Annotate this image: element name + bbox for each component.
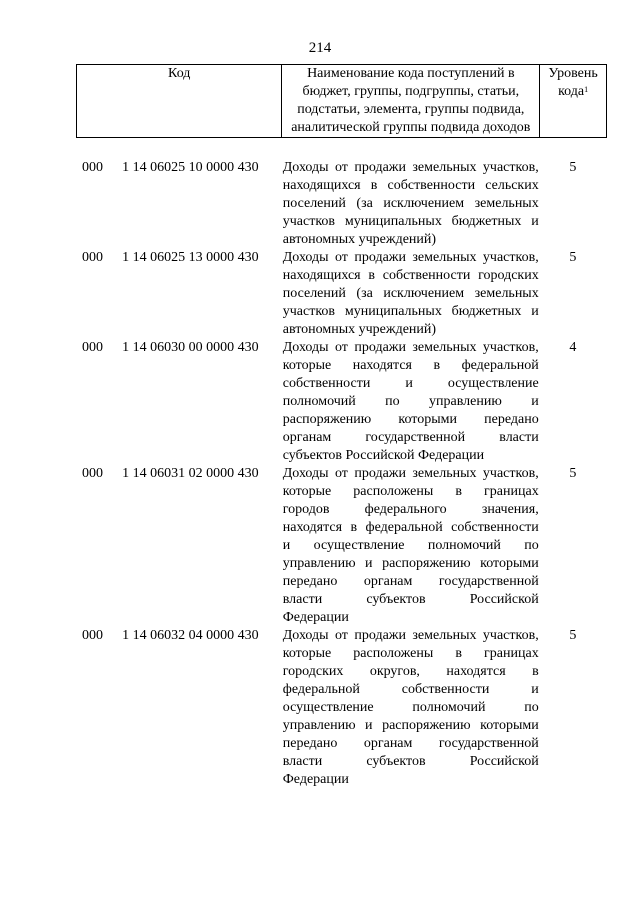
- income-name-line: находящихся в собственности сельских: [282, 178, 539, 193]
- header-name-line: бюджет, группы, подгруппы, статьи,: [302, 84, 520, 99]
- income-name-line: Доходы от продажи земельных участков,: [282, 250, 539, 265]
- income-name-line: власти субъектов Российской: [282, 592, 539, 607]
- footnote-marker: 1: [584, 85, 589, 94]
- income-name-line: которые находятся в федеральной: [282, 358, 539, 373]
- header-level: [540, 65, 607, 138]
- table-row: [82, 627, 607, 789]
- income-name-line: находятся в федеральной собственности: [282, 520, 539, 535]
- income-name-cell: [283, 249, 539, 339]
- income-name-line: собственности и осуществление: [282, 376, 539, 391]
- income-name-line: и осуществление полномочий по: [282, 538, 539, 553]
- header-name-line: аналитической группы подвида доходов: [291, 120, 531, 135]
- income-name-line: которые расположены в границах: [282, 484, 539, 499]
- header-name: [282, 65, 540, 138]
- income-name-line: находящихся в собственности городских: [282, 268, 539, 283]
- income-name-line: Доходы от продажи земельных участков,: [282, 466, 539, 481]
- admin-code-cell: 000: [82, 340, 103, 355]
- income-name-line: которые расположены в границах: [282, 646, 539, 661]
- income-name-line: осуществление полномочий по: [282, 700, 539, 715]
- income-name-line: полномочий по управлению и: [282, 394, 539, 409]
- table-header: [76, 64, 607, 138]
- income-codes-table: [82, 159, 607, 789]
- income-name-line: управлению и распоряжению которыми: [282, 556, 539, 571]
- income-name-line: Доходы от продажи земельных участков,: [282, 160, 539, 175]
- admin-code-cell: 000: [82, 466, 103, 481]
- code-level-cell: 5: [569, 466, 577, 481]
- income-code-cell: 1 14 06025 10 0000 430: [122, 160, 259, 175]
- income-name-line: управлению и распоряжению которыми: [282, 718, 539, 733]
- income-name-line: поселений (за исключением земельных: [282, 196, 539, 211]
- income-name-cell: [283, 465, 539, 627]
- header-level-label: Уровень: [548, 66, 598, 81]
- income-code-cell: 1 14 06025 13 0000 430: [122, 250, 259, 265]
- income-name-line: органам государственной власти: [282, 430, 539, 445]
- income-name-line: городских округов, находятся в: [282, 664, 539, 679]
- income-code-cell: 1 14 06032 04 0000 430: [122, 628, 259, 643]
- code-level-cell: 5: [569, 250, 577, 265]
- table-row: [82, 159, 607, 249]
- header-code-label: Код: [168, 66, 191, 81]
- table-row: [82, 465, 607, 627]
- income-name-line: Доходы от продажи земельных участков,: [282, 340, 539, 355]
- income-name-line: автономных учреждений): [282, 232, 437, 247]
- income-name-line: субъектов Российской Федерации: [282, 448, 485, 463]
- code-level-cell: 5: [569, 628, 577, 643]
- admin-code-cell: 000: [82, 628, 103, 643]
- table-row: [82, 339, 607, 465]
- income-name-line: федеральной собственности и: [282, 682, 539, 697]
- admin-code-cell: 000: [82, 160, 103, 175]
- income-name-line: городов федерального значения,: [282, 502, 539, 517]
- header-name-line: Наименование кода поступлений в: [307, 66, 515, 81]
- income-name-line: Федерации: [282, 772, 349, 787]
- income-name-line: автономных учреждений): [282, 322, 437, 337]
- income-code-cell: 1 14 06030 00 0000 430: [122, 340, 259, 355]
- code-level-cell: 5: [569, 160, 577, 175]
- income-name-line: передано органам государственной: [282, 736, 539, 751]
- income-name-line: Доходы от продажи земельных участков,: [282, 628, 539, 643]
- income-name-cell: [283, 159, 539, 249]
- header-name-line: подстатьи, элемента, группы подвида,: [297, 102, 525, 117]
- income-name-cell: [283, 339, 539, 465]
- income-name-cell: [283, 627, 539, 789]
- income-name-line: поселений (за исключением земельных: [282, 286, 539, 301]
- income-name-line: распоряжению которыми передано: [282, 412, 539, 427]
- income-name-line: участков муниципальных бюджетных и: [282, 214, 539, 229]
- income-name-line: власти субъектов Российской: [282, 754, 539, 769]
- header-code: [77, 65, 282, 138]
- income-name-line: участков муниципальных бюджетных и: [282, 304, 539, 319]
- income-name-line: Федерации: [282, 610, 349, 625]
- table-row: [82, 249, 607, 339]
- income-name-line: передано органам государственной: [282, 574, 539, 589]
- admin-code-cell: 000: [82, 250, 103, 265]
- code-level-cell: 4: [569, 340, 577, 355]
- header-level-label-2: кода$^1$: [558, 84, 589, 99]
- income-code-cell: 1 14 06031 02 0000 430: [122, 466, 259, 481]
- page-number: 214: [308, 40, 332, 56]
